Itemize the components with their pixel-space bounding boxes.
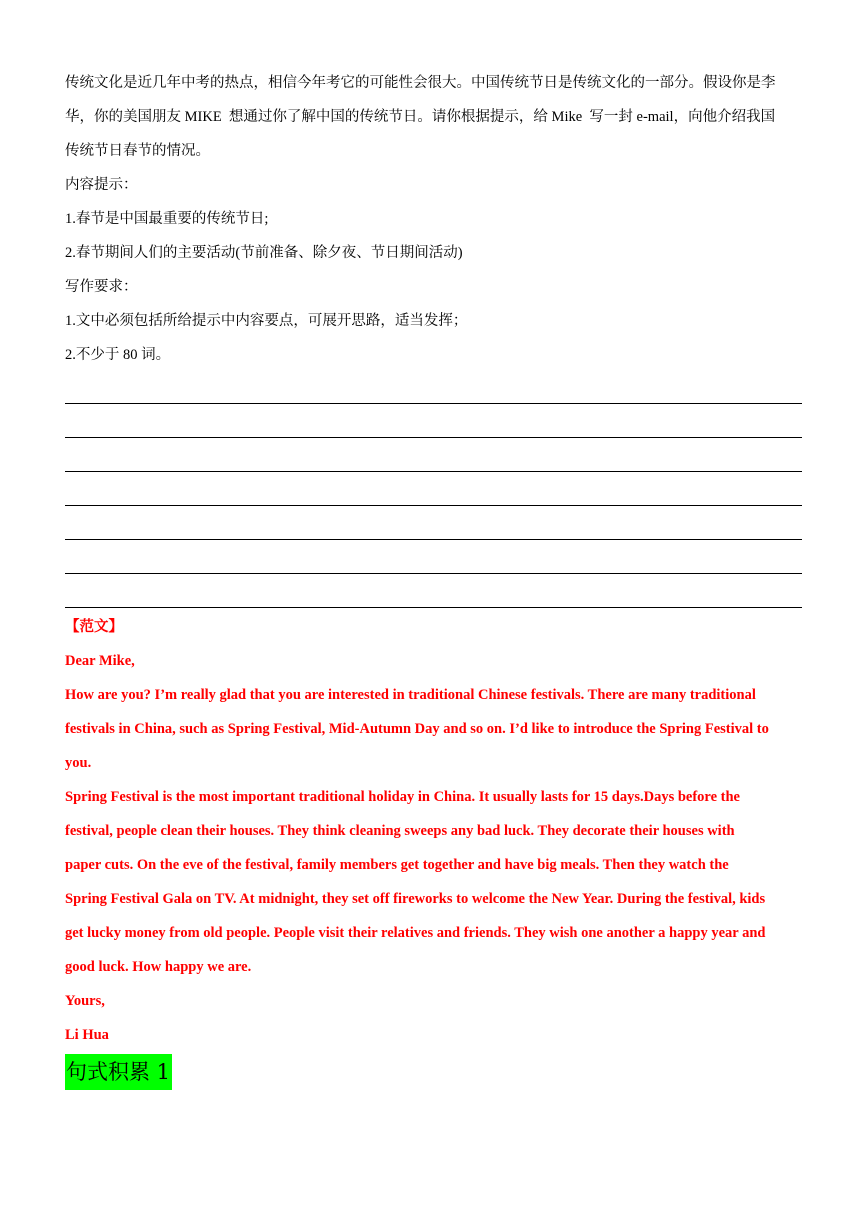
hint-item: 1.春节是中国最重要的传统节日;: [65, 211, 269, 227]
hint-item: 2.春节期间人们的主要活动(节前准备、除夕夜、节日期间活动): [65, 245, 463, 261]
essay-line: Spring Festival Gala on TV. At midnight, they set off fireworks to welcome the New Year. During the festival, kids: [65, 891, 766, 907]
essay-line: get lucky money from old people. People visit their relatives and friends. They wish one another a happy year and: [65, 925, 766, 941]
answer-line[interactable]: [65, 508, 802, 542]
prompt-line: 传统节日春节的情况。: [65, 143, 210, 159]
answer-line[interactable]: [65, 576, 802, 610]
answer-lines: [65, 372, 802, 610]
essay-line: festivals in China, such as Spring Festival, Mid-Autumn Day and so on. I’d like to introduce the Spring Festival to: [65, 721, 769, 737]
essay-line: good luck. How happy we are.: [65, 959, 252, 975]
requirement-item: 2.不少于 80 词。: [65, 347, 171, 363]
closing: Yours,: [65, 993, 105, 1009]
model-essay-label: 【范文】: [65, 619, 123, 635]
essay-line: festival, people clean their houses. They think cleaning sweeps any bad luck. They decorate their houses with: [65, 823, 735, 839]
hints-title: 内容提示：: [65, 177, 138, 193]
writing-prompt: [65, 66, 802, 372]
answer-line[interactable]: [65, 406, 802, 440]
answer-line[interactable]: [65, 474, 802, 508]
prompt-line: 华，你的美国朋友 MIKE 想通过你了解中国的传统节日。请你根据提示，给 Mike 写一封 e-mail，向他介绍我国: [65, 109, 776, 125]
signature-name: Li Hua: [65, 1027, 109, 1043]
answer-line[interactable]: [65, 440, 802, 474]
prompt-line: 传统文化是近几年中考的热点，相信今年考它的可能性会很大。中国传统节日是传统文化的一部分。假设你是李: [65, 75, 776, 91]
section-heading: 句式积累 1: [65, 1054, 172, 1090]
salutation: Dear Mike,: [65, 653, 135, 669]
essay-line: you.: [65, 755, 92, 771]
answer-line[interactable]: [65, 372, 802, 406]
essay-line: How are you? I’m really glad that you are interested in traditional Chinese festivals. There are many traditional: [65, 687, 756, 703]
requirements-title: 写作要求：: [65, 279, 138, 295]
document-page: [65, 66, 802, 1090]
essay-line: Spring Festival is the most important traditional holiday in China. It usually lasts for 15 days.Days before the: [65, 789, 740, 805]
essay-line: paper cuts. On the eve of the festival, family members get together and have big meals. Then they watch the: [65, 857, 729, 873]
model-essay: [65, 610, 802, 1052]
requirement-item: 1.文中必须包括所给提示中内容要点，可展开思路，适当发挥；: [65, 313, 468, 329]
answer-line[interactable]: [65, 542, 802, 576]
